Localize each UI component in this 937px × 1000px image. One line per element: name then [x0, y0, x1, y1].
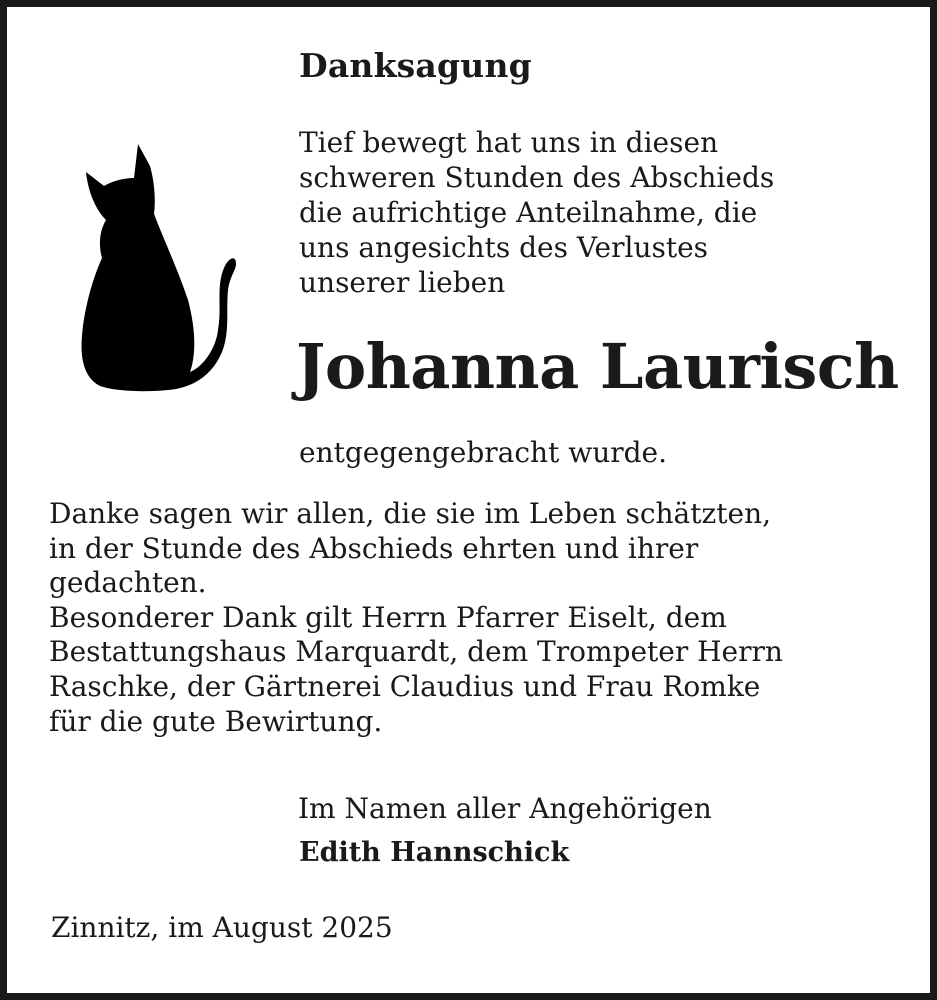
place-date: Zinnitz, im August 2025 [51, 911, 393, 944]
intro-paragraph [299, 125, 899, 300]
after-name-text: entgegengebracht wurde. [299, 436, 668, 469]
cat-silhouette-icon [78, 140, 238, 396]
thanks-line: in der Stunde des Abschieds ehrten und ihrer [49, 531, 699, 565]
deceased-name: Johanna Laurisch [296, 330, 899, 403]
signoff-text: Im Namen aller Angehörigen [298, 792, 712, 825]
thanks-line: Danke sagen wir allen, die sie im Leben schätzten, [49, 497, 771, 530]
intro-line: Tief bewegt hat uns in diesen [299, 126, 719, 159]
thanks-paragraph [49, 497, 909, 739]
notice-heading: Danksagung [299, 46, 532, 85]
intro-line: schweren Stunden des Abschieds [299, 161, 775, 194]
thanks-line: Bestattungshaus Marquardt, dem Trompeter Herrn [49, 635, 783, 669]
intro-line: uns angesichts des Verlustes [299, 231, 709, 264]
signer-name: Edith Hannschick [299, 837, 570, 868]
thanks-line: für die gute Bewirtung. [49, 704, 383, 738]
intro-line: unserer lieben [299, 266, 506, 299]
intro-line: die aufrichtige Anteilnahme, die [299, 196, 758, 229]
thanks-line: Besonderer Dank gilt Herrn Pfarrer Eiselt, dem [49, 600, 727, 634]
thanks-line: Raschke, der Gärtnerei Claudius und Frau Romke [49, 669, 761, 703]
thanks-line: gedachten. [49, 566, 207, 600]
